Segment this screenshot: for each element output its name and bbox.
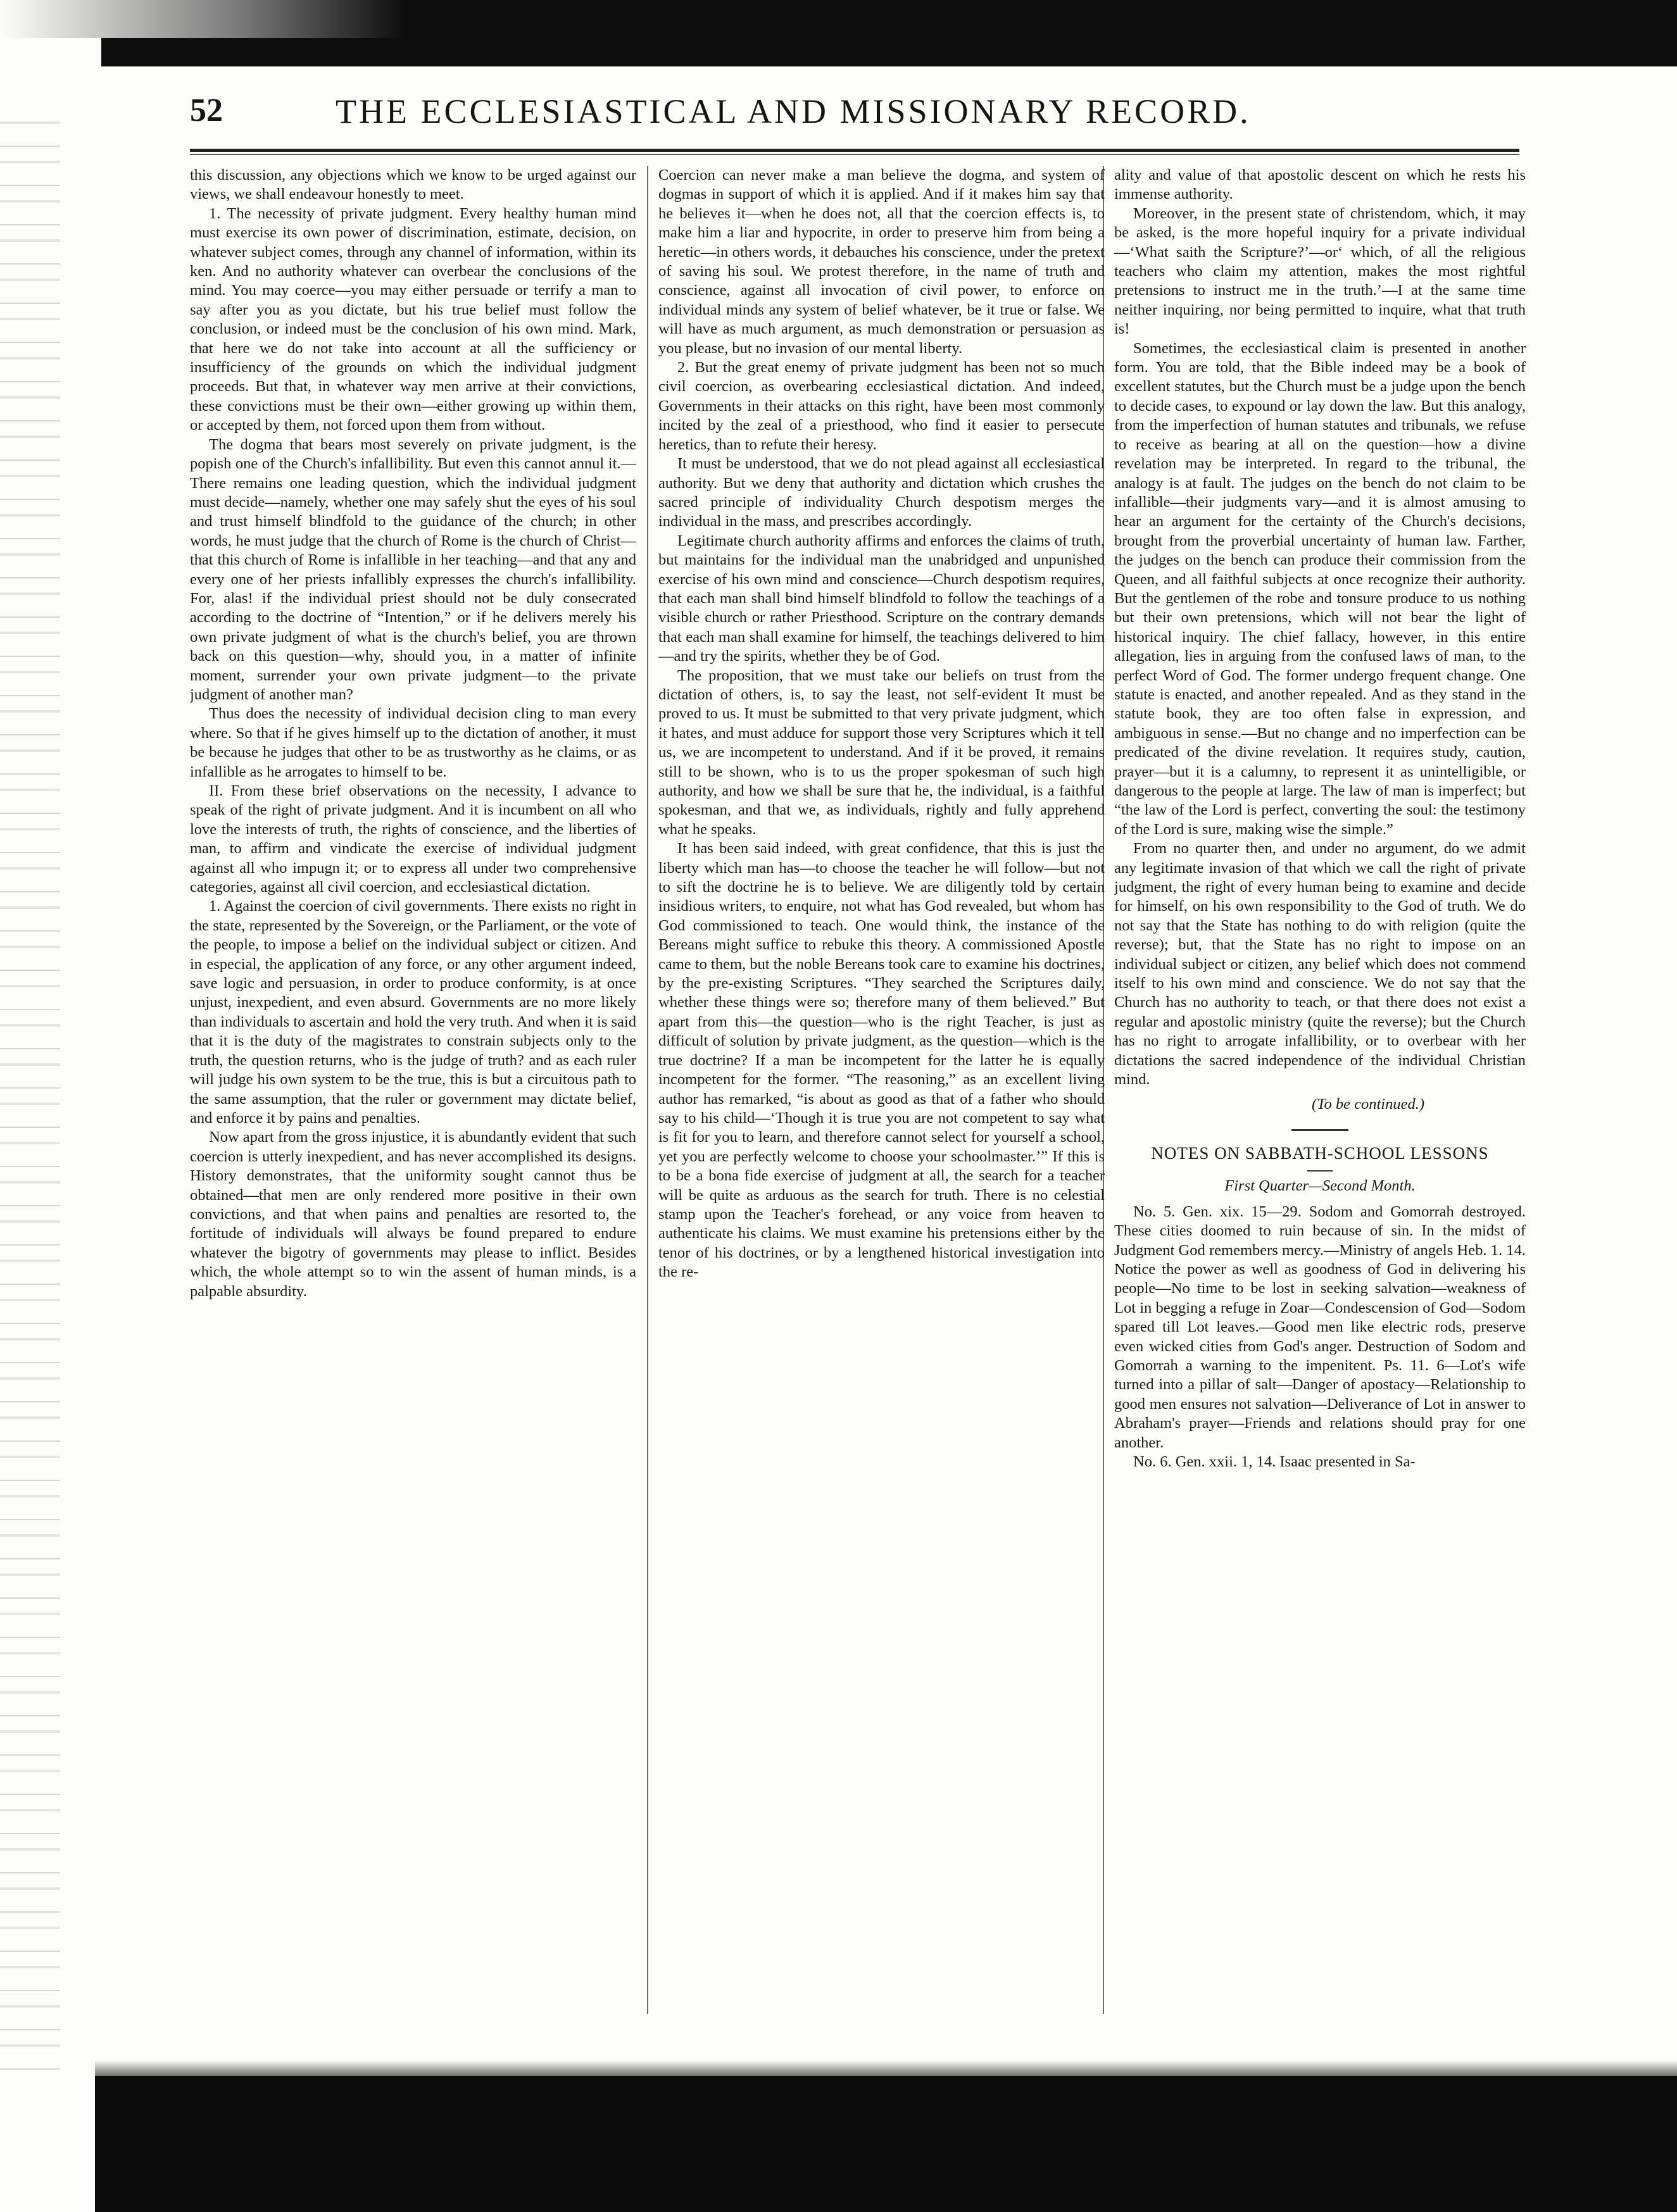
header-rule [190, 149, 1519, 152]
scan-top-shadow [0, 0, 405, 38]
paragraph: The dogma that bears most severely on private judgment, is the popish one of the Church's infallibility. But even this cannot annul it.—There remains one leading question, which the individual judgment must decide—namely, whether one may safely shut the eyes of his soul and trust himself blindfold to the guidance of the church; in other words, he must judge that the church of Rome is the church of Christ—that this church of Rome is infallible in her teaching—and that any and every one of her priests infallibly expresses the church's infallibility. For, alas! if the individual priest should not be duly consecrated according to the doctrine of “Intention,” or if he delivers merely his own private judgment of what is the church's belief, you are thrown back on this question—why, should you, in a matter of infinite moment, surrender your own private judgment—to the private judgment of another man? [190, 435, 636, 703]
column-3 [1114, 166, 1526, 2027]
paragraph: The proposition, that we must take our beliefs on trust from the dictation of others, is, to say the least, not self-evident It must be proved to us. It must be submitted to that very private judgment, which it hates, and must adduce for support those very Scriptures which it tell us, we are incompetent to understand. And if it be proved, it remains still to be shown, who is to us the proper spokesman of such high authority, and how we shall be sure that he, the individual, is a faithful spokesman, and that we, as individuals, rightly and fully apprehend what he speaks. [658, 666, 1105, 838]
paragraph: It has been said indeed, with great confidence, that this is just the liberty which man has—to choose the teacher he will follow—but not to sift the doctrine he is to believe. We are diligently told by certain insidious writers, to enquire, not what has God revealed, but whom has God commissioned to teach. One would think, the instance of the Bereans might suffice to rebuke this theory. A commissioned Apostle came to them, but the noble Bereans took care to examine his doctrines, by the pre-existing Scriptures. “They searched the Scriptures daily, whether these things were so; therefore many of them believed.” But apart from this—the question—who is the right Teacher, is just as difficult of solution by private judgment, as the question—which is the true doctrine? If a man be incompetent for the latter he is equally incompetent for the former. “The reasoning,” as an excellent living author has remarked, “is about as good as that of a father who should say to his child—‘Though it is true you are not competent to say what is fit for you to learn, and therefore cannot select for yourself a school, yet you are perfectly welcome to choose your schoolmaster.’” If this is to be a bona fide exercise of judgment at all, the search for a teacher will be quite as arduous as the search for truth. There is no celestial stamp upon the Teacher's forehead, or any voice from heaven to authenticate his claims. We must examine his pretensions either by the tenor of his doctrines, or by a lengthened historical investigation into the re- [658, 840, 1105, 1281]
paragraph: Coercion can never make a man believe the dogma, and system of dogmas in support of which it is applied. And if it makes him say that he believes it—when he does not, all that the coercion effects is, to make him a liar and hypocrite, in order to preserve him from being a heretic—in others words, it debauches his conscience, under the pretext of saving his soul. We protest therefore, in the name of truth and conscience, against all invocation of civil power, to enforce on individual minds any system of belief whatever, be it true or false. We will have as much argument, as much demonstration or persuasion as you please, but no invasion of our mental liberty. [658, 166, 1105, 357]
running-title: THE ECCLESIASTICAL AND MISSIONARY RECORD. [336, 92, 1251, 130]
paragraph: Legitimate church authority affirms and enforces the claims of truth, but maintains for the individual man the unabridged and unpunished exercise of his own mind and conscience—Church despotism requires, that each man shall bind himself blindfold to follow the teachings of a visible church or rather Priesthood. Scripture on the contrary demands that each man shall examine for himself, the teachings delivered to him—and try the spirits, whether they be of God. [658, 532, 1105, 665]
paragraph: ality and value of that apostolic descent on which he rests his immense authority. [1114, 166, 1526, 203]
paragraph: II. From these brief observations on the necessity, I advance to speak of the right of private judgment. And it is incumbent on all who love the interests of truth, the rights of conscience, and the liberties of man, to affirm and vindicate the exercise of individual judgment against all who impugn it; or to express all under two comprehensive categories, against all civil coercion, and ecclesiastical dictation. [190, 782, 636, 896]
scan-left-margin [0, 108, 60, 2070]
to-be-continued: (To be continued.) [1311, 1095, 1424, 1113]
paragraph: 1. Against the coercion of civil governments. There exists no right in the state, represented by the Sovereign, or the Parliament, or the vote of the people, to impose a belief on the individual subject or citizen. And in especial, the application of any force, or any other argument indeed, save logic and persuasion, in order to produce conformity, is at once unjust, inexpedient, and even absurd. Governments are no more likely than individuals to ascertain and hold the very truth. And when it is said that it is the duty of the magistrates to constrain subjects only to the truth, the question returns, who is the judge of truth? and as each ruler will judge his own system to be the true, this is but a circuitous path to the same assumption, that the ruler or government may dictate belief, and enforce it by pains and penalties. [190, 897, 636, 1127]
column-divider [647, 166, 648, 2014]
paragraph: Thus does the necessity of individual decision cling to man every where. So that if he gives himself up to the dictation of another, it must be because he judges that other to be as trustworthy as he claims, or as infallible as he arrogates to himself to be. [190, 705, 636, 780]
column-1 [190, 166, 636, 2027]
section-title: NOTES ON SABBATH-SCHOOL LESSONS [1151, 1143, 1489, 1163]
page-header [190, 92, 1519, 149]
column-2 [658, 166, 1105, 2027]
paragraph: Sometimes, the ecclesiastical claim is presented in another form. You are told, that the Bible indeed may be a book of excellent statutes, but the Church must be a judge upon the bench to decide cases, to expound or lay down the law. But this analogy, from the imperfection of human statutes and tribunals, we refuse to receive as bearing at all on the question—how a divine revelation may be interpreted. In regard to the tribunal, the analogy is at fault. The judges on the bench do not claim to be infallible—their judgments vary—and it is almost amusing to hear an argument for the certainty of the Church's decisions, brought from the proverbial uncertainty of human law. Farther, the judges on the bench can produce their commission from the Queen, and all faithful subjects at once recognize their authority. But the gentlemen of the robe and tonsure produce to us nothing but their own pretensions, which will not bear the light of historical inquiry. The chief fallacy, however, in this entire allegation, lies in arguing from the confused laws of man, to the perfect Word of God. The former undergo frequent change. One statute is enacted, and another repealed. And as they stand in the statute book, they are too often false in expression, and ambiguous in sense.—But no change and no imperfection can be predicated of the divine revelation. It requires study, caution, prayer—but it is a calumny, to represent it as unintelligible, or dangerous to the people at large. The law of man is imperfect; but “the law of the Lord is perfect, converting the soul: the testimony of the Lord is sure, making wise the simple.” [1114, 339, 1526, 838]
page-number: 52 [190, 92, 223, 128]
paragraph: 2. But the great enemy of private judgment has been not so much civil coercion, as overbearing ecclesiastical dictation. And indeed, Governments in their attacks on this right, have been most commonly incited by the zeal of a priesthood, who find it easier to persecute heretics, than to refute their heresy. [658, 359, 1105, 453]
paragraph: this discussion, any objections which we know to be urged against our views, we shall endeavour honestly to meet. [190, 166, 636, 203]
paragraph: It must be understood, that we do not plead against all ecclesiastical authority. But we deny that authority and dictation which crushes the sacred principle of individuality Church despotism merges the individual in the mass, and prescribes accordingly. [658, 455, 1105, 530]
paragraph: Moreover, in the present state of christendom, which, it may be asked, is the more hopeful inquiry for a private individual—‘What saith the Scripture?’—or‘ which, of all the religious teachers who claim my attention, makes the most rightful pretensions to instruct me in the truth.’—I at the same time neither inquiring, nor being permitted to inquire, what that truth is! [1114, 204, 1526, 338]
header-rule-thin [190, 154, 1519, 155]
paragraph: No. 5. Gen. xix. 15—29. Sodom and Gomorrah destroyed. These cities doomed to ruin because of sin. In the midst of Judgment God remembers mercy.—Ministry of angels Heb. 1. 14. Notice the power as well as goodness of God in delivering his people—No time to be lost in seeking salvation—weakness of Lot in begging a refuge in Zoar—Condescension of God—Sodom spared till Lot leaves.—Good men like electric rods, preserve even wicked cities from God's anger. Destruction of Sodom and Gomorrah a warning to the impenitent. Ps. 11. 6—Lot's wife turned into a pillar of salt—Danger of apostacy—Relationship to good men ensures not salvation—Deliverance of Lot in answer to Abraham's prayer—Friends and relations should pray for one another. [1114, 1203, 1526, 1451]
paragraph: No. 6. Gen. xxii. 1, 14. Isaac presented in Sa- [1133, 1453, 1416, 1470]
section-divider [1291, 1129, 1348, 1131]
paragraph: Now apart from the gross injustice, it is abundantly evident that such coercion is utterly inexpedient, and has never accomplished its designs. History demonstrates, that the uniformity sought cannot thus be obtained—that men are only rendered more positive in their own convictions, and that when pains and penalties are resorted to, the fortitude of individuals will always be found prepared to endure whatever the bigotry of governments may please to inflict. Besides which, the whole attempt so to win the assent of human minds, is a palpable absurdity. [190, 1128, 636, 1300]
scan-bottom-border [95, 2076, 1677, 2212]
paragraph: 1. The necessity of private judgment. Every healthy human mind must exercise its own power of discrimination, estimate, decision, on whatever subject comes, through any channel of information, within its ken. And no authority whatever can overbear the conclusions of the mind. You may coerce—you may either persuade or terrify a man to say after you as you dictate, but his true belief must follow the conclusion, or indeed must be the conclusion of his own mind. Mark, that here we do not take into account at all the sufficiency or insufficiency of the grounds on which the individual judgment proceeds. But that, in whatever way men arrive at their convictions, these convictions must be their own—either growing up within them, or accepted by them, not forced upon them from without. [190, 204, 636, 434]
title-underline [1307, 1170, 1333, 1172]
section-subtitle: First Quarter—Second Month. [1224, 1177, 1416, 1195]
paragraph: From no quarter then, and under no argument, do we admit any legitimate invasion of that which we call the right of private judgment, the right of every human being to examine and decide for himself, on his own responsibility to the God of truth. We do not say that the State has nothing to do with religion (quite the reverse); but, that the State has no right to impose on an individual subject or citizen, any belief which does not commend itself to his own mind and conscience. We do not say that the Church has no authority to teach, or that there does not exist a regular and apostolic ministry (quite the reverse); but the Church has no right to arrogate infallibility, or to overbear with her dictations the sacred independence of the individual Christian mind. [1114, 840, 1526, 1089]
